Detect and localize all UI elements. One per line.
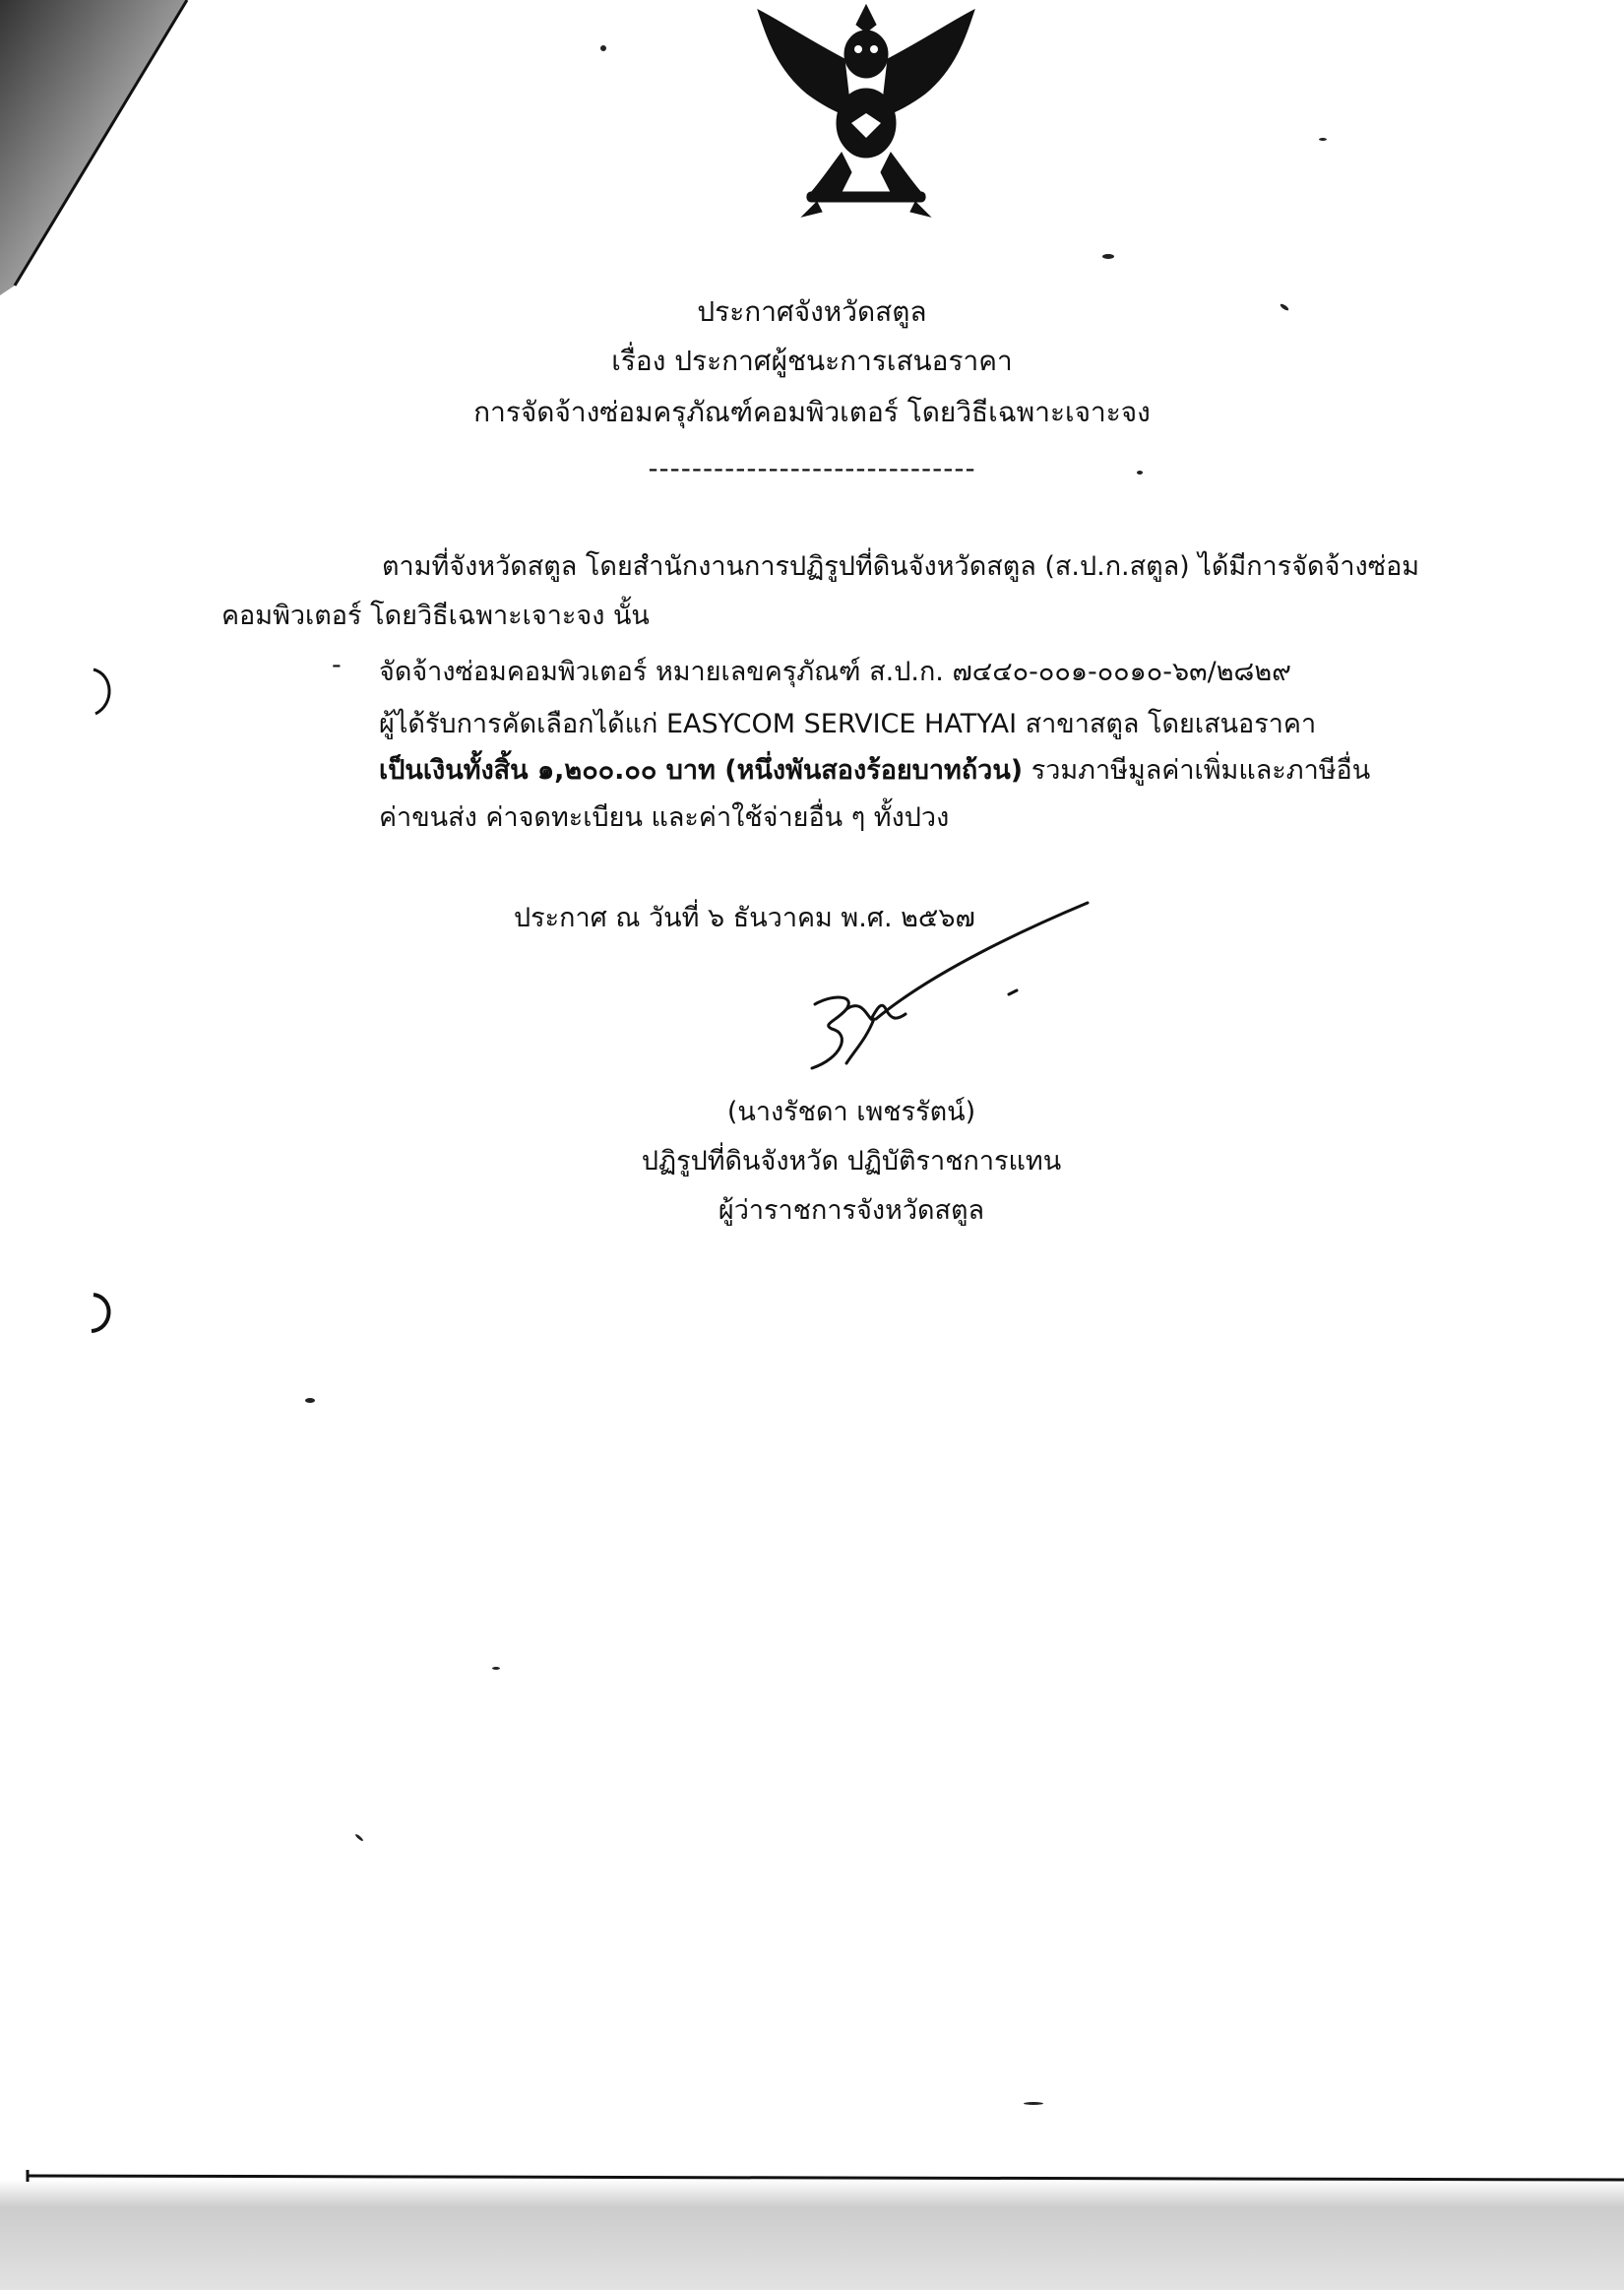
scan-speck bbox=[600, 45, 606, 51]
intro-paragraph-line2: คอมพิวเตอร์ โดยวิธีเฉพาะเจาะจง นั้น bbox=[221, 601, 650, 631]
price-amount: เป็นเงินทั้งสิ้น ๑,๒๐๐.๐๐ บาท (หนึ่งพันสองร้อยบาทถ้วน) bbox=[379, 755, 1024, 786]
item-line2: ผู้ได้รับการคัดเลือกได้แก่ EASYCOM SERVICE HATYAI สาขาสตูล โดยเสนอราคา bbox=[379, 709, 1317, 739]
title-divider: ------------------------------ bbox=[648, 452, 976, 484]
scan-speck bbox=[1137, 471, 1143, 475]
item-line1: จัดจ้างซ่อมคอมพิวเตอร์ หมายเลขครุภัณฑ์ ส.ป.ก. ๗๔๔๐-๐๐๑-๐๐๑๐-๖๓/๒๘๒๙ bbox=[379, 657, 1291, 687]
scan-speck bbox=[1319, 138, 1327, 141]
punch-hole-mark bbox=[84, 1290, 123, 1339]
item-line4: ค่าขนส่ง ค่าจดทะเบียน และค่าใช้จ่ายอื่น ๆ ทั้งปวง bbox=[379, 802, 950, 833]
signatory-position: ปฏิรูปที่ดินจังหวัด ปฏิบัติราชการแทน bbox=[641, 1146, 1062, 1177]
scan-speck bbox=[1024, 2102, 1043, 2105]
doc-subtitle: การจัดจ้างซ่อมครุภัณฑ์คอมพิวเตอร์ โดยวิธีเฉพาะเจาะจง bbox=[473, 396, 1151, 428]
doc-subject: เรื่อง ประกาศผู้ชนะการเสนอราคา bbox=[611, 345, 1013, 377]
scan-speck bbox=[305, 1398, 315, 1403]
item-line3 bbox=[379, 748, 1452, 794]
signatory-title: ผู้ว่าราชการจังหวัดสตูล bbox=[718, 1195, 985, 1226]
doc-issuer: ประกาศจังหวัดสตูล bbox=[697, 295, 927, 328]
scan-shadow-corner bbox=[0, 0, 197, 295]
scan-bottom-edge bbox=[0, 2170, 1624, 2290]
punch-hole-mark bbox=[84, 665, 123, 724]
handwritten-signature-icon bbox=[787, 901, 1102, 1078]
scan-speck bbox=[1102, 254, 1114, 259]
intro-paragraph-line1: ตามที่จังหวัดสตูล โดยสำนักงานการปฏิรูปที่ดินจังหวัดสตูล (ส.ป.ก.สตูล) ได้มีการจัดจ้างซ่อม bbox=[382, 551, 1420, 582]
scan-speck bbox=[354, 1833, 364, 1842]
announcement-date: ประกาศ ณ วันที่ ๖ ธันวาคม พ.ศ. ๒๕๖๗ bbox=[514, 903, 975, 933]
list-bullet: - bbox=[332, 650, 342, 680]
scan-speck bbox=[492, 1667, 500, 1670]
signatory-name: (นางรัชดา เพชรรัตน์) bbox=[726, 1097, 976, 1127]
item-line3-rest: รวมภาษีมูลค่าเพิ่มและภาษีอื่น bbox=[1023, 755, 1371, 786]
garuda-emblem-icon bbox=[748, 0, 984, 226]
